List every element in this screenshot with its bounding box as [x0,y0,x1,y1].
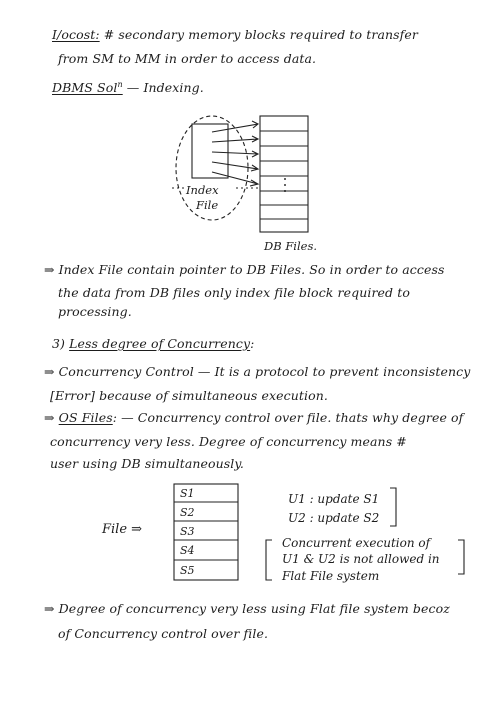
less-degree-number: 3) [52,336,66,351]
slot-s3: S3 [180,525,195,538]
slot-s2: S2 [180,506,195,519]
io-cost-term: I/ocost: [52,27,100,42]
index-label-1: Index [186,183,219,197]
db-files-label: DB Files. [264,239,318,253]
dbms-solution-rest: — Indexing. [126,80,204,96]
index-note-line-3: processing. [58,304,132,319]
os-files-term: OS Files [58,410,113,425]
dbms-solution-label: DBMS Sol$^n$ [52,80,123,96]
slot-s4: S4 [180,544,195,557]
os-files-arrow: ⇒ [44,410,55,425]
io-cost-definition-2: from SM to MM in order to access data. [58,51,317,66]
conclusion-line-1: ⇒ Degree of concurrency very less using Flat file system becoz [44,601,450,616]
concurrency-control-line-2: [Error] because of simultaneous execution. [50,388,328,403]
slot-s5: S5 [180,564,195,577]
updates-bracket [390,488,396,526]
index-note-line-1: ⇒ Index File contain pointer to DB Files. So in order to access [44,262,445,277]
concurrency-note-3: Flat File system [282,569,380,583]
os-files-line-3: user using DB simultaneously. [50,456,244,471]
os-files-line-1-rest: : — Concurrency control over file. thats why degree of [112,410,464,425]
concurrency-control-line-1: ⇒ Concurrency Control — It is a protocol to prevent inconsistency [44,364,471,379]
index-note-line-2: the data from DB files only index file block required to [58,285,410,300]
concurrency-note-1: Concurrent execution of [282,536,431,550]
note-left-bracket [266,540,272,580]
user-2-update: U2 : update S2 [288,511,380,525]
less-degree-title: Less degree of Concurrency [69,336,251,351]
slot-s1: S1 [180,487,195,500]
io-cost-definition-1: # secondary memory blocks required to transfer [103,27,418,42]
less-degree-colon: : [250,336,255,351]
dbms-solution-sup: n [117,80,123,89]
conclusion-line-2: of Concurrency control over file. [58,626,269,641]
user-1-update: U1 : update S1 [288,492,380,506]
note-right-bracket [458,540,464,574]
os-files-line-2: concurrency very less. Degree of concurrency means # [50,434,407,449]
file-label: File ⇒ [102,522,143,537]
concurrency-note-2: U1 & U2 is not allowed in [282,552,440,566]
index-label-2: File [196,198,219,212]
